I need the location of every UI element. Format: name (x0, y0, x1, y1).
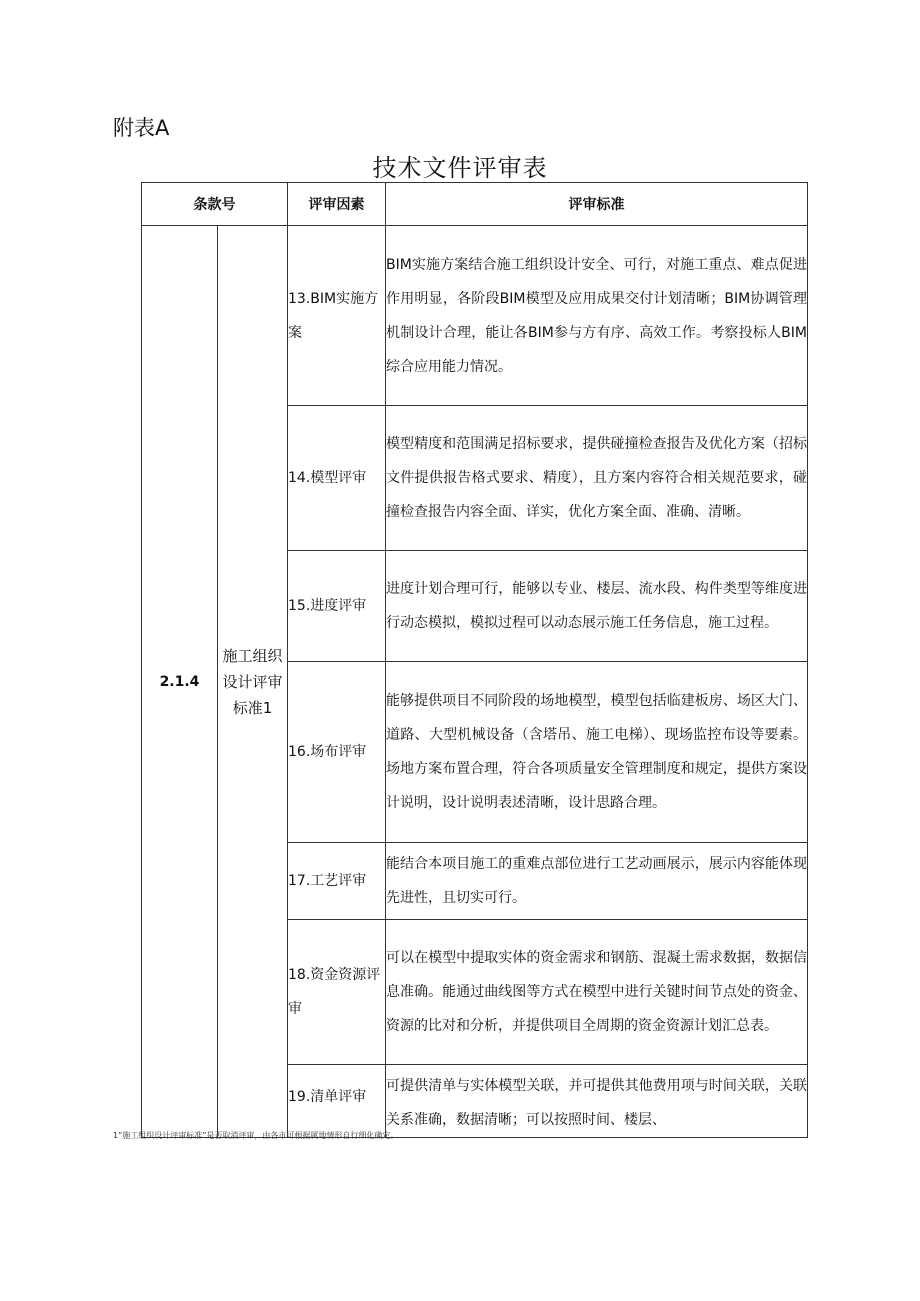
page-title: 技术文件评审表 (372, 154, 548, 182)
review-standard: BIM实施方案结合施工组织设计安全、可行，对施工重点、难点促进作用明显，各阶段BIM模型及应用成果交付计划清晰；BIM协调管理机制设计合理，能让各BIM参与方有序、高效工作。考察投标人BIM综合应用能力情况。 (386, 226, 808, 406)
table-row (142, 226, 808, 406)
review-factor: 17.工艺评审 (288, 843, 386, 920)
header-standard: 评审标准 (386, 183, 808, 226)
review-factor: 18.资金资源评审 (288, 920, 386, 1065)
review-standard: 进度计划合理可行，能够以专业、楼层、流水段、构件类型等维度进行动态模拟，模拟过程可以动态展示施工任务信息，施工过程。 (386, 551, 808, 662)
review-factor: 19.清单评审 (288, 1065, 386, 1138)
header-clause: 条款号 (142, 183, 288, 226)
review-standard: 可以在模型中提取实体的资金需求和钢筋、混凝土需求数据，数据信息准确。能通过曲线图等方式在模型中进行关键时间节点处的资金、资源的比对和分析，并提供项目全周期的资金资源计划汇总表。 (386, 920, 808, 1065)
review-factor: 14.模型评审 (288, 406, 386, 551)
review-standard: 模型精度和范围满足招标要求，提供碰撞检查报告及优化方案（招标文件提供报告格式要求、精度），且方案内容符合相关规范要求，碰撞检查报告内容全面、详实，优化方案全面、准确、清晰。 (386, 406, 808, 551)
review-table (141, 182, 808, 1138)
header-factor: 评审因素 (288, 183, 386, 226)
clause-number: 2.1.4 (142, 226, 218, 1138)
review-standard: 能结合本项目施工的重难点部位进行工艺动画展示，展示内容能体现先进性，且切实可行。 (386, 843, 808, 920)
review-standard: 能够提供项目不同阶段的场地模型，模型包括临建板房、场区大门、道路、大型机械设备（含塔吊、施工电梯）、现场监控布设等要素。场地方案布置合理，符合各项质量安全管理制度和规定，提供方案设计说明，设计说明表述清晰，设计思路合理。 (386, 662, 808, 843)
review-factor: 15.进度评审 (288, 551, 386, 662)
header-row (142, 183, 808, 226)
group-label: 施工组织设计评审标准1 (218, 226, 288, 1138)
appendix-label: 附表A (113, 116, 170, 140)
review-factor: 13.BIM实施方案 (288, 226, 386, 406)
review-standard: 可提供清单与实体模型关联，并可提供其他费用项与时间关联，关联关系准确，数据清晰；可以按照时间、楼层、 (386, 1065, 808, 1138)
footnote: 1“施工组织设计评审标准”是否取消评审，由各市可根据属地情形自行细化确定。 (113, 1131, 399, 1140)
review-factor: 16.场布评审 (288, 662, 386, 843)
